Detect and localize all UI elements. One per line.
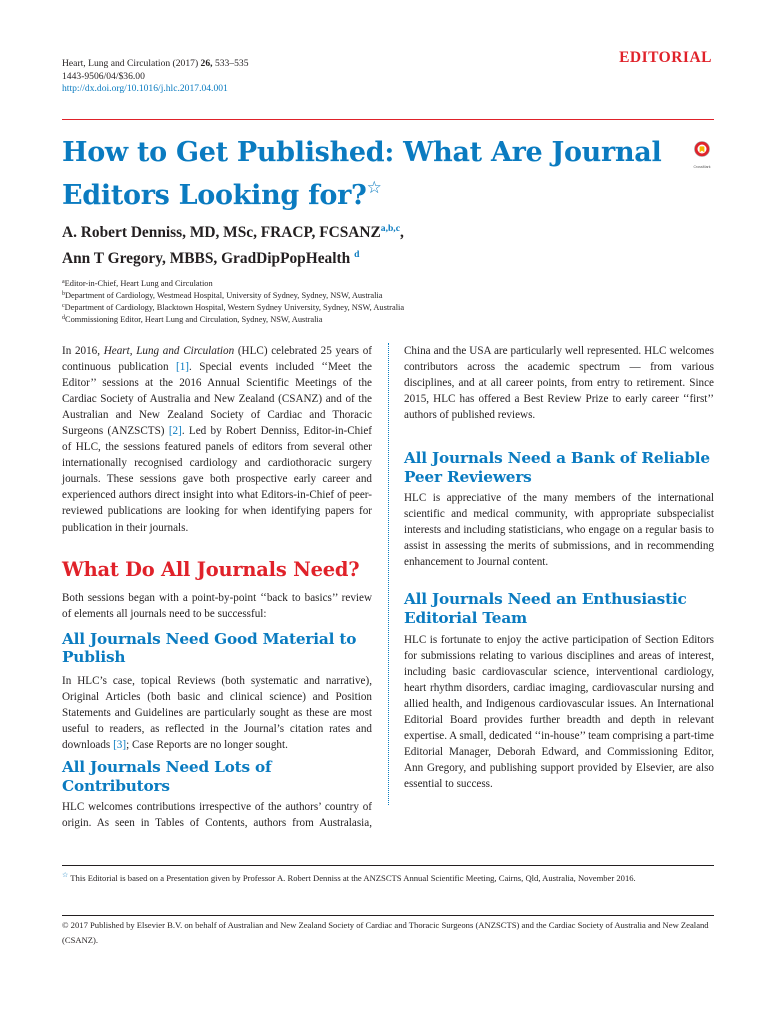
intro-paragraph: In 2016, Heart, Lung and Circulation (HLC) celebrated 25 years of continuous publication [1]. Special events included ‘‘Meet the Editor’’ sessions at the 2016 Annual Scientific Meetings of the Cardiac Society of Australia and New Zealand (CSANZ) and of the Australian and New Zealand Society of Cardiac and Thoracic Surgeons (ANZSCTS) [2]. Led by Robert Denniss, Editor-in-Chief of HLC, the sessions featured panels of editors from several other internationally recognised cardiology and cardiothoracic surgery journals. These sessions gave both prospective early career and experienced authors direct insight into what Editors-in-Chief of peer-reviewed publications are looking for when identifying papers for publication in their journals. [62, 345, 373, 534]
journal-citation-line: Heart, Lung and Circulation (2017) 26, 533–535 [62, 58, 249, 69]
article-title [62, 135, 682, 213]
reference-link-2[interactable]: [2] [168, 425, 182, 438]
column-divider [388, 343, 389, 805]
issn-price: 1443-9506/04/$36.00 [62, 70, 145, 82]
paragraph-peer-reviewers: HLC is appreciative of the many members of the international scientific and medical community, with appropriate subspecialist interests and including statisticians, who engage on a regular basis to assist in assessing the merits of submissions, and in recommending enhancement to Journal content. [404, 492, 714, 569]
title-footnote: ☆ This Editorial is based on a Presentation given by Professor A. Robert Denniss at the ANZSCTS Annual Scientific Meeting, Cairns, Qld, Australia, November 2016. [62, 871, 636, 883]
subheading-good-material: All Journals Need Good Material to Publish [62, 629, 357, 667]
body-column-right [404, 343, 714, 792]
author-list [62, 218, 404, 270]
header-divider [62, 119, 714, 120]
journal-name: Heart, Lung and Circulation [103, 345, 235, 357]
affiliation-item: $^c$Department of Cardiology, Blacktown Hospital, Western Sydney University, Sydney, NSW, Australia [62, 303, 405, 313]
copyright-divider [62, 915, 714, 916]
copyright-notice: © 2017 Published by Elsevier B.V. on behalf of Australian and New Zealand Society of Cardiac and Thoracic Surgeons (ANZSCTS) and the Cardiac Society of Australia and New Zealand (CSANZ). [62, 920, 709, 946]
author-1: A. Robert Denniss, MD, MSc, FRACP, FCSANZ$^{a,b,c}$, [62, 223, 404, 241]
crossmark-label: CrossMark [693, 165, 711, 169]
paragraph-contributors-continued: China and the USA are particularly well represented. HLC welcomes contributors across the academic spectrum — from various disciplines, and at all career points, from entry to retirement. Since 2015, HLC has offered a Best Review Prize to early career ‘‘first’’ authors of published reviews. [404, 345, 714, 422]
author-2: Ann T Gregory, MBBS, GradDipPopHealth $^d$ [62, 249, 360, 267]
section-heading-journals-need: What Do All Journals Need? [62, 557, 360, 581]
paragraph-good-material: In HLC’s case, topical Reviews (both systematic and narrative), Original Articles (both basic and clinical science) and Position Statements and Guidelines are particularly sought as these are most useful to readers, as reflected in the Journal’s citation rates and downloads [3]; Case Reports are no longer sought. [62, 674, 372, 752]
affiliation-item: $^b$Department of Cardiology, Westmead Hospital, University of Sydney, Sydney, NSW, Australia [62, 291, 383, 301]
doi-link[interactable]: http://dx.doi.org/10.1016/j.hlc.2017.04.001 [62, 83, 228, 95]
paragraph-journals-need: Both sessions began with a point-by-point ‘‘back to basics’’ review of elements all journals need to be successful: [62, 591, 372, 620]
section-label: EDITORIAL [619, 49, 712, 66]
paragraph-contributors: HLC welcomes contributions irrespective of the authors’ country of origin. As seen in Tables of Contents, authors from Australasia, [62, 801, 372, 830]
paragraph-editorial-team: HLC is fortunate to enjoy the active participation of Section Editors for submissions relating to various disciplines and areas of interest, including basic cardiovascular science, interventional cardiology, heart rhythm disorders, cardiac imaging, cardiovascular nursing and allied health, and Indigenous cardiovascular issues. An International Editorial Board provides further breadth and depth in relevant expertise. A small, dedicated ‘‘in-house’’ team comprising a part-time Editorial Manager, Deborah Edward, and Commissioning Editor, Ann Gregory, and publishing support provided by Elsevier, are also essential to success. [404, 633, 714, 791]
reference-link-1[interactable]: [1] [176, 361, 190, 374]
title-line-1: How to Get Published: What Are Journal [62, 137, 662, 168]
affiliation-item: $^a$Editor-in-Chief, Heart Lung and Circulation [62, 279, 213, 288]
body-column-left [62, 343, 372, 831]
title-line-2: Editors Looking for? [62, 179, 367, 211]
reference-link-3[interactable]: [3] [113, 739, 127, 752]
crossmark-badge[interactable] [690, 140, 714, 169]
crossmark-icon [690, 140, 714, 160]
affiliation-item: $^d$Commissioning Editor, Heart Lung and Circulation, Sydney, NSW, Australia [62, 315, 323, 325]
subheading-contributors: All Journals Need Lots of Contributors [62, 758, 272, 795]
journal-citation [62, 58, 249, 96]
affiliations [62, 277, 404, 325]
author-2-affiliation-marks[interactable]: d [354, 249, 360, 260]
footnote-divider [62, 865, 714, 866]
subheading-peer-reviewers: All Journals Need a Bank of Reliable Peer Reviewers [404, 449, 710, 486]
subheading-editorial-team: All Journals Need an Enthusiastic Editorial Team [404, 590, 687, 628]
title-footnote-star[interactable]: ☆ [366, 177, 382, 198]
author-1-affiliation-marks[interactable]: a,b,c [380, 223, 400, 234]
